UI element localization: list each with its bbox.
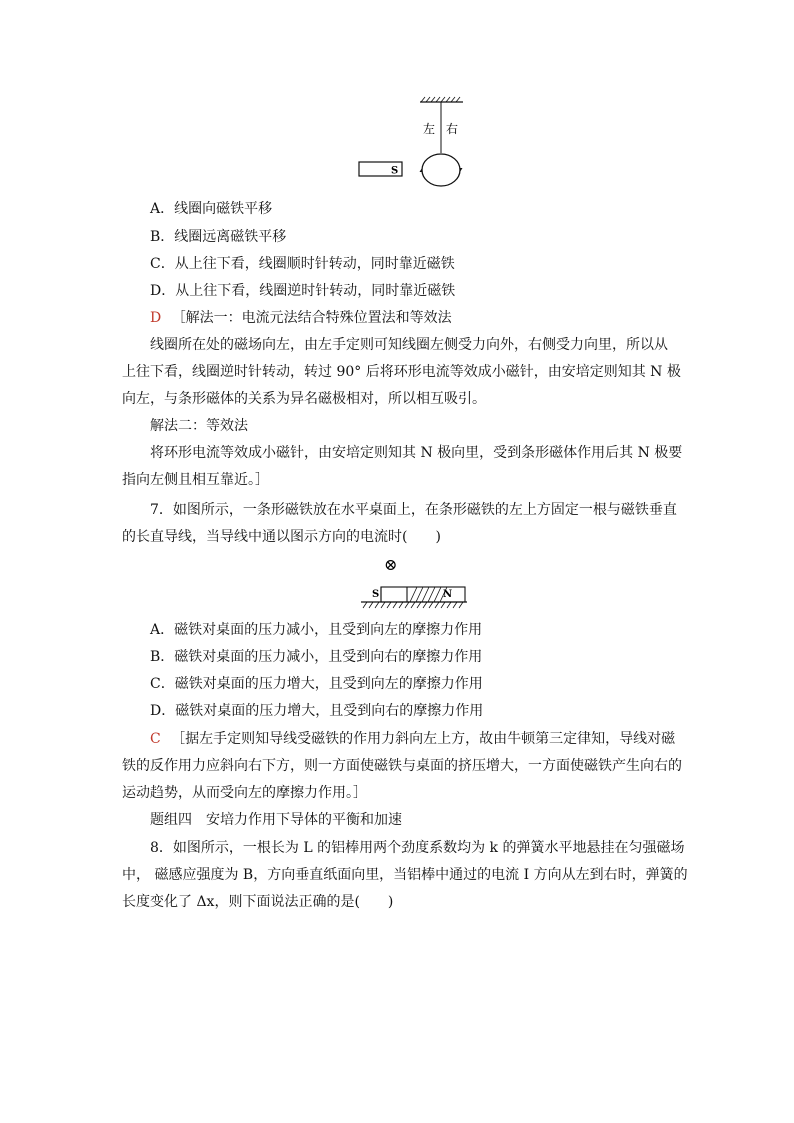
q6-option-a: A．线圈向磁铁平移 (150, 201, 273, 217)
q7-answer-letter: C (150, 731, 161, 747)
q6-option-c: C．从上往下看，线圈顺时针转动，同时靠近磁铁 (150, 256, 455, 272)
q7-option-b: B．磁铁对桌面的压力减小，且受到向右的摩擦力作用 (150, 649, 483, 665)
wire-magnet-figure (355, 552, 475, 610)
q6-sol2-line2: 指向左侧且相互靠近。］ (122, 472, 269, 488)
q7-stem-line1: 7．如图所示，一条形磁铁放在水平桌面上，在条形磁铁的左上方固定一根与磁铁垂直 (150, 502, 677, 518)
q6-sol1-line1: 线圈所在处的磁场向左，由左手定则可知线圈左侧受力向外，右侧受力向里，所以从 (150, 337, 668, 353)
q6-sol1-line2: 上往下看，线圈逆时针转动，转过 90° 后将环形电流等效成小磁针，由安培定则知其 N 极 (122, 364, 681, 380)
q6-sol2-line1: 将环形电流等效成小磁针，由安培定则知其 N 极向里，受到条形磁体作用后其 N 极要 (150, 445, 683, 461)
q6-answer-header (150, 308, 452, 328)
q6-option-d: D．从上往下看，线圈逆时针转动，同时靠近磁铁 (150, 283, 456, 299)
right-label: 右 (446, 122, 459, 136)
q7-stem-line2: 的长直导线，当导线中通以图示方向的电流时( ) (122, 529, 441, 545)
wire-current-symbol: ⊗ (384, 555, 398, 574)
q7-option-c: C．磁铁对桌面的压力增大，且受到向左的摩擦力作用 (150, 676, 483, 692)
q7-answer-line2: 铁的反作用力应斜向右下方，则一方面使磁铁与桌面的挤压增大，一方面使磁铁产生向右的 (122, 758, 682, 774)
q6-sol1-line3: 向左，与条形磁体的关系为异名磁极相对，所以相互吸引。 (122, 391, 486, 407)
q7-answer-line3: 运动趋势，从而受向左的摩擦力作用。］ (122, 785, 367, 801)
q8-line1: 8．如图所示，一根长为 L 的铝棒用两个劲度系数均为 k 的弹簧水平地悬挂在匀强磁场 (150, 840, 685, 856)
q7-option-a: A．磁铁对桌面的压力减小，且受到向左的摩擦力作用 (150, 622, 483, 638)
q6-answer-letter: D (150, 310, 162, 326)
q8-line2: 中， 磁感应强度为 B，方向垂直纸面向里，当铝棒中通过的电流 I 方向从左到右时，弹簧的 (122, 867, 688, 883)
magnet-pole-s: S (391, 165, 399, 177)
q6-sol2-head: 解法二：等效法 (150, 418, 248, 434)
q6-answer-head: ［解法一：电流元法结合特殊位置法和等效法 (171, 310, 452, 326)
pole-n-label: N (443, 589, 453, 600)
left-label: 左 (423, 122, 436, 136)
pole-s-label: S (372, 589, 380, 600)
q7-answer-line1 (150, 729, 675, 749)
q8-line3: 长度变化了 Δx，则下面说法正确的是( ) (122, 894, 394, 910)
q7-option-d: D．磁铁对桌面的压力增大，且受到向右的摩擦力作用 (150, 703, 484, 719)
q6-option-b: B．线圈远离磁铁平移 (150, 229, 287, 245)
coil-magnet-figure (355, 96, 475, 192)
group4-heading: 题组四 安培力作用下导体的平衡和加速 (150, 812, 402, 828)
coil (422, 154, 460, 186)
q7-answer-text1: ［据左手定则知导线受磁铁的作用力斜向左上方，故由牛顿第三定律知，导线对磁 (171, 731, 676, 747)
